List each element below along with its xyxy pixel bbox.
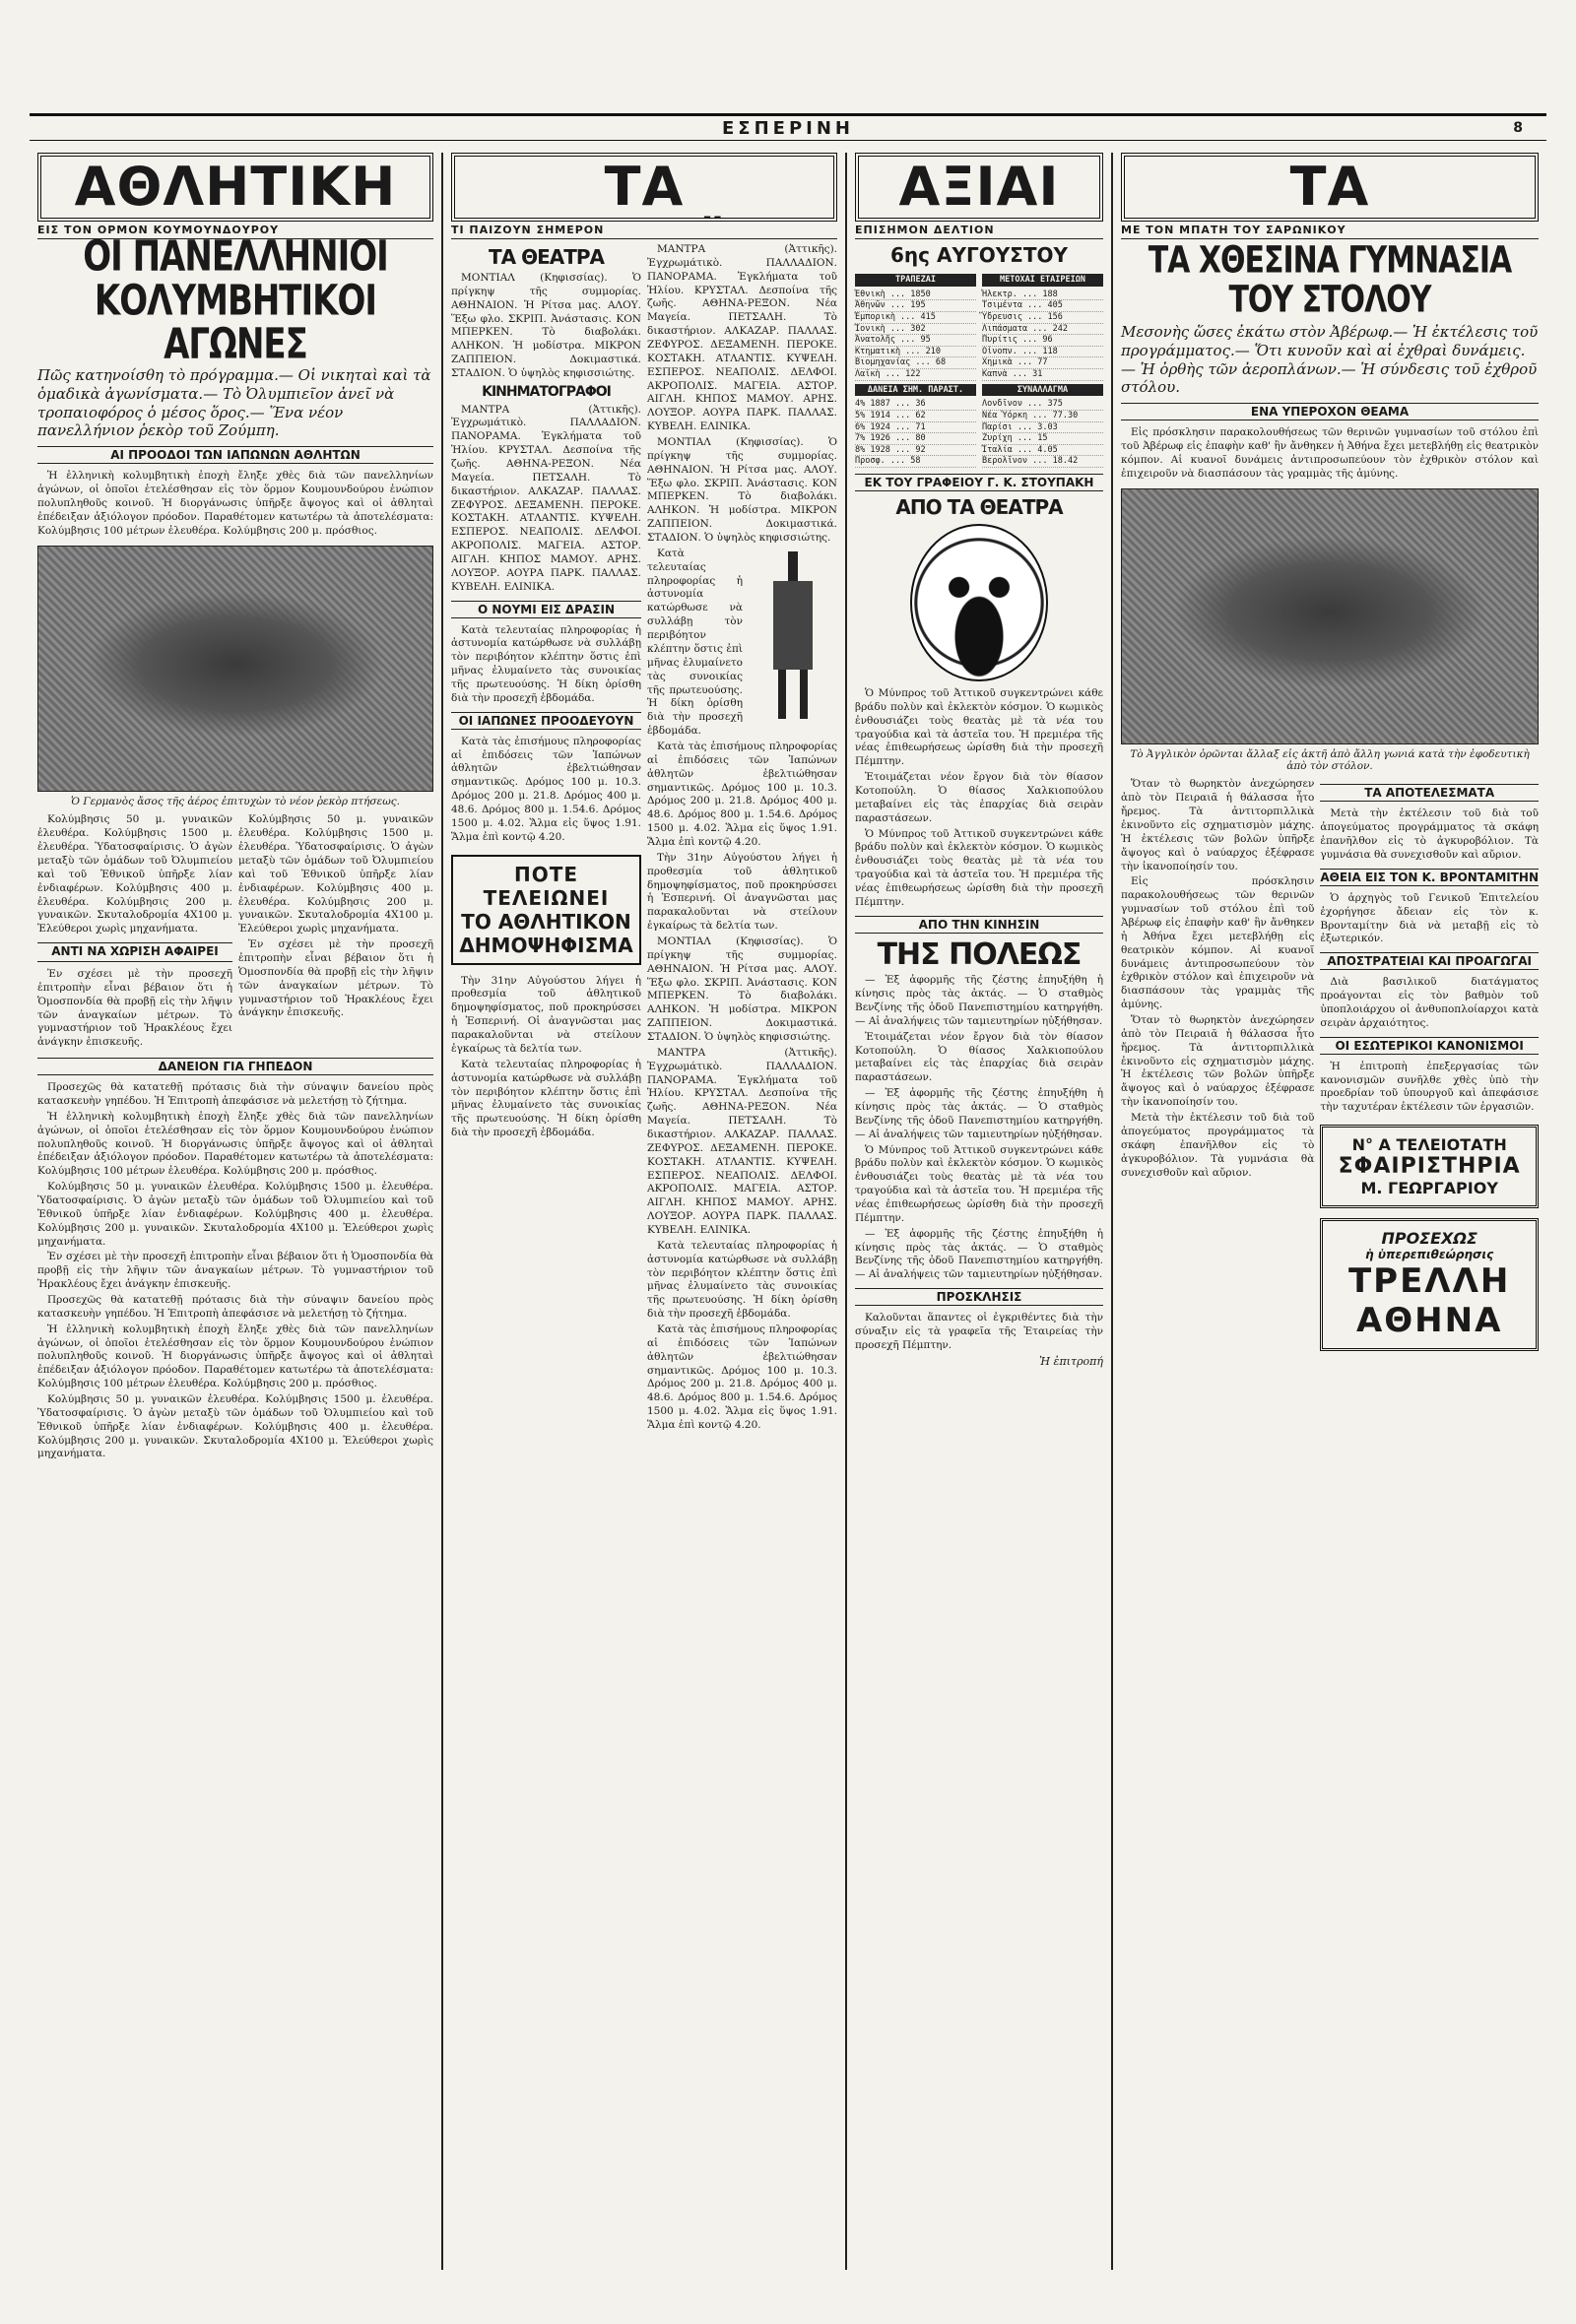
paragraph: Κατὰ τελευταίας πληροφορίας ἡ ἀστυνομία κατώρθωσε νὰ συλλάβῃ τὸν περιβόητον κλέπτην ὅστις ἐπὶ μῆνας ἐλυμαίνετο τὰς συνοικίας τῆς πρωτευούσης. Ἡ δίκη ὁρίσθη διὰ τὴν προσεχῆ ἑβδομάδα. [451, 623, 641, 704]
table-row: Ἰονικὴ ... 302 [855, 324, 976, 336]
table-row: Ἐθνικὴ ... 1850 [855, 290, 976, 301]
table-row: Προσφ. ... 58 [855, 456, 976, 468]
table-row: Χημικὰ ... 77 [982, 357, 1103, 369]
subhead: ΤΑ ΑΠΟΤΕΛΕΣΜΑΤΑ [1320, 784, 1539, 802]
deck: Μεσονὴς ὥσες ἐκάτω στὸν Ἀβέρωφ.— Ἡ ἐκτέλεσις τοῦ προγράμματος.— Ὅτι κυνοῦν καὶ αἱ ἐχθραὶ δυνάμεις.— Ἡ ὀρθὴς τῶν ἀεροπλάνων.— Ἡ σύνδεσις τοῦ ἐχθροῦ στόλου. [1121, 323, 1539, 397]
photo-caption: Ὁ Γερμανὸς ἄσος τῆς ἀέρος ἐπιτυχὼν τὸ νέον ῥεκὸρ πτήσεως. [71, 796, 400, 808]
paragraph: Κολύμβησις 50 μ. γυναικῶν ἐλευθέρα. Κολύμβησις 1500 μ. ἐλευθέρα. Ὑδατοσφαίρισις. Ὁ ἀγὼν μεταξὺ τῶν ὁμάδων τοῦ Ὀλυμπιείου καὶ τοῦ Ἐθνικοῦ ὑπῆρξε λίαν ἐνδιαφέρων. Κολύμβησις 400 μ. ἐλευθέρα. Κολύμβησις 200 μ. γυναικῶν. Σκυταλοδρομία 4Χ100 μ. Ἐλεύθεροι χωρὶς μηχανήματα. [238, 813, 433, 936]
subhead: ΑΘΕΙΑ ΕΙΣ ΤΟΝ Κ. ΒΡΟΝΤΑΜΙΤΗΝ [1320, 870, 1539, 884]
paragraph: Κατὰ τὰς ἐπισήμους πληροφορίας αἱ ἐπιδόσεις τῶν Ἰαπώνων ἀθλητῶν ἐβελτιώθησαν σημαντικῶς. Δρόμος 100 μ. 10.3. Δρόμος 200 μ. 21.8. Δρόμος 400 μ. 48.6. Δρόμος 800 μ. 1.54.6. Δρόμος 1500 μ. 4.02. Ἅλμα εἰς ὕψος 1.91. Ἅλμα ἐπὶ κοντῷ 4.20. [647, 1323, 837, 1432]
ad-line: ΣΦΑΙΡΙΣΤΗΡΙΑ [1338, 1154, 1521, 1180]
paragraph: Ἡ ἑλληνικὴ κολυμβητικὴ ἐποχὴ ἔληξε χθὲς διὰ τῶν πανελληνίων ἀγώνων, οἱ ὁποῖοι ἐτελέσθησαν εἰς τὸν ὅρμον Κουμουνδούρου ἐνώπιον πολυπληθοῦς κοινοῦ. Ἡ διοργάνωσις ὑπῆρξε ἄψογος καὶ οἱ ἀθληταὶ ἐπέδειξαν ἀξιόλογον πρόοδον. Παραθέτομεν κατωτέρω τὰ ἀποτελέσματα: Κολύμβησις 100 μέτρων ἐλευθέρα. Κολύμβησις 200 μ. πρόσθιος. [37, 470, 433, 537]
paragraph: Κατὰ τὰς ἐπισήμους πληροφορίας αἱ ἐπιδόσεις τῶν Ἰαπώνων ἀθλητῶν ἐβελτιώθησαν σημαντικῶς. Δρόμος 100 μ. 10.3. Δρόμος 200 μ. 21.8. Δρόμος 400 μ. 48.6. Δρόμος 800 μ. 1.54.6. Δρόμος 1500 μ. 4.02. Ἅλμα εἰς ὕψος 1.91. Ἅλμα ἐπὶ κοντῷ 4.20. [647, 740, 837, 848]
subhead: Ο ΝΟΥΜΙ ΕΙΣ ΔΡΑΣΙΝ [451, 601, 641, 618]
paragraph: — Ἐξ ἀφορμῆς τῆς ζέστης ἐπηυξήθη ἡ κίνησις πρὸς τὰς ἀκτάς. — Ὁ σταθμὸς Βενζίνης τῆς ὁδοῦ Πανεπιστημίου κατηργήθη. — Αἱ ἀναλήψεις τῶν ταμιευτηρίων ηὐξήθησαν. [855, 1227, 1103, 1281]
advertisement-revue [1320, 1218, 1539, 1351]
subhead: ΔΑΝΕΙΟΝ ΓΙΑ ΓΗΠΕΔΟΝ [37, 1058, 433, 1075]
paragraph: Διὰ βασιλικοῦ διατάγματος προάγονται εἰς τὸν βαθμὸν τοῦ ὑποπλοιάρχου οἱ ἀνθυποπλοίαρχοι κατὰ σειρὰν ἀρχαιότητος. [1320, 976, 1539, 1029]
paragraph: ΜΑΝΤΡΑ (Ἀττικῆς). Ἐγχρωμάτικὸ. ΠΑΛΛΑΔΙΟΝ. ΠΑΝΟΡΑΜΑ. Ἐγκλήματα τοῦ Ἡλίου. ΚΡΥΣΤΑΛ. Δεσποίνα τῆς ζωῆς. ΑΘΗΝΑ-ΡΕΞΟΝ. Νέα Μαγεία. ΠΕΤΣΑΛΗ. Τὸ δικαστήριον. ΑΛΚΑΖΑΡ. ΠΑΛΛΑΣ. ΖΕΦΥΡΟΣ. ΔΕΞΑΜΕΝΗ. ΠΕΡΟΚΕ. ΚΟΣΤΑΚΗ. ΑΤΛΑΝΤΙΣ. ΚΥΨΕΛΗ. ΕΣΠΕΡΟΣ. ΝΕΑΠΟΛΙΣ. ΔΕΛΦΟΙ. ΑΚΡΟΠΟΛΙΣ. ΜΑΓΕΙΑ. ΑΣΤΟΡ. ΑΙΓΛΗ. ΚΗΠΟΣ ΜΑΜΟΥ. ΑΡΗΣ. ΛΟΥΞΟΡ. ΑΟΥΡΑ ΠΑΡΚ. ΠΑΛΛΑΣ. ΚΥΒΕΛΗ. ΕΛΙΝΙΚΑ. [647, 243, 837, 433]
masthead-title: ΕΣΠΕΡΙΝΗ [722, 117, 854, 139]
subhead: ΟΙ ΕΣΩΤΕΡΙΚΟΙ ΚΑΝΟΝΙΣΜΟΙ [1320, 1037, 1539, 1055]
paragraph: Μετὰ τὴν ἐκτέλεσιν τοῦ διὰ τοῦ ἀπογεύματος προγράμματος τὰ σκάφη ἐπανῆλθον εἰς τὸ ἀγκυροβόλιον. Τὰ γυμνάσια θὰ συνεχισθοῦν καὶ αὔριον. [1320, 807, 1539, 862]
paragraph: Ἐτοιμάζεται νέον ἔργον διὰ τὸν θίασον Κοτοπούλη. Ὁ θίασος Χαλκιοπούλου μεταβαίνει εἰς τὰς ἐπαρχίας διὰ σειρὰν παραστάσεων. [855, 1030, 1103, 1084]
table-row: Πυρίτις ... 96 [982, 335, 1103, 347]
paragraph: ΜΑΝΤΡΑ (Ἀττικῆς). Ἐγχρωμάτικὸ. ΠΑΛΛΑΔΙΟΝ. ΠΑΝΟΡΑΜΑ. Ἐγκλήματα τοῦ Ἡλίου. ΚΡΥΣΤΑΛ. Δεσποίνα τῆς ζωῆς. ΑΘΗΝΑ-ΡΕΞΟΝ. Νέα Μαγεία. ΠΕΤΣΑΛΗ. Τὸ δικαστήριον. ΑΛΚΑΖΑΡ. ΠΑΛΛΑΣ. ΖΕΦΥΡΟΣ. ΔΕΞΑΜΕΝΗ. ΠΕΡΟΚΕ. ΚΟΣΤΑΚΗ. ΑΤΛΑΝΤΙΣ. ΚΥΨΕΛΗ. ΕΣΠΕΡΟΣ. ΝΕΑΠΟΛΙΣ. ΔΕΛΦΟΙ. ΑΚΡΟΠΟΛΙΣ. ΜΑΓΕΙΑ. ΑΣΤΟΡ. ΑΙΓΛΗ. ΚΗΠΟΣ ΜΑΜΟΥ. ΑΡΗΣ. ΛΟΥΞΟΡ. ΑΟΥΡΑ ΠΑΡΚ. ΠΑΛΛΑΣ. ΚΥΒΕΛΗ. ΕΛΙΝΙΚΑ. [451, 403, 641, 593]
table-row: Ἀνατολῆς ... 95 [855, 335, 976, 347]
section-banner-stocks: ΑΞΙΑΙ [855, 153, 1103, 222]
article-body [855, 1312, 1103, 1353]
article-body [451, 975, 641, 1140]
cinema-listings [451, 404, 641, 595]
article-body [855, 974, 1103, 1282]
kicker: ΕΠΙΣΗΜΟΝ ΔΕΛΤΙΟΝ [855, 222, 1103, 239]
subhead: ΕΝΑ ΥΠΕΡΟΧΟΝ ΘΕΑΜΑ [1121, 403, 1539, 420]
paragraph: Κολύμβησις 50 μ. γυναικῶν ἐλευθέρα. Κολύμβησις 1500 μ. ἐλευθέρα. Ὑδατοσφαίρισις. Ὁ ἀγὼν μεταξὺ τῶν ὁμάδων τοῦ Ὀλυμπιείου καὶ τοῦ Ἐθνικοῦ ὑπῆρξε λίαν ἐνδιαφέρων. Κολύμβησις 400 μ. ἐλευθέρα. Κολύμβησις 200 μ. γυναικῶν. Σκυταλοδρομία 4Χ100 μ. Ἐλεύθεροι χωρὶς μηχανήματα. [37, 1392, 433, 1460]
photo-aviator [37, 546, 433, 792]
column-issues [1113, 153, 1546, 2270]
cinemas-heading: ΚΙΝΗΜΑΤΟΓΡΑΦΟΙ [482, 383, 611, 400]
paragraph: ΜΑΝΤΡΑ (Ἀττικῆς). Ἐγχρωμάτικὸ. ΠΑΛΛΑΔΙΟΝ. ΠΑΝΟΡΑΜΑ. Ἐγκλήματα τοῦ Ἡλίου. ΚΡΥΣΤΑΛ. Δεσποίνα τῆς ζωῆς. ΑΘΗΝΑ-ΡΕΞΟΝ. Νέα Μαγεία. ΠΕΤΣΑΛΗ. Τὸ δικαστήριον. ΑΛΚΑΖΑΡ. ΠΑΛΛΑΣ. ΖΕΦΥΡΟΣ. ΔΕΞΑΜΕΝΗ. ΠΕΡΟΚΕ. ΚΟΣΤΑΚΗ. ΑΤΛΑΝΤΙΣ. ΚΥΨΕΛΗ. ΕΣΠΕΡΟΣ. ΝΕΑΠΟΛΙΣ. ΔΕΛΦΟΙ. ΑΚΡΟΠΟΛΙΣ. ΜΑΓΕΙΑ. ΑΣΤΟΡ. ΑΙΓΛΗ. ΚΗΠΟΣ ΜΑΜΟΥ. ΑΡΗΣ. ΛΟΥΞΟΡ. ΑΟΥΡΑ ΠΑΡΚ. ΠΑΛΛΑΣ. ΚΥΒΕΛΗ. ΕΛΙΝΙΚΑ. [647, 1046, 837, 1237]
referendum-box [451, 855, 641, 965]
article-body [1121, 778, 1314, 1351]
table-row: Ζυρίχη ... 15 [982, 433, 1103, 445]
paragraph: — Ἐξ ἀφορμῆς τῆς ζέστης ἐπηυξήθη ἡ κίνησις πρὸς τὰς ἀκτάς. — Ὁ σταθμὸς Βενζίνης τῆς ὁδοῦ Πανεπιστημίου κατηργήθη. — Αἱ ἀναλήψεις τῶν ταμιευτηρίων ηὐξήθησαν. [855, 1087, 1103, 1140]
paragraph: — Ἐξ ἀφορμῆς τῆς ζέστης ἐπηυξήθη ἡ κίνησις πρὸς τὰς ἀκτάς. — Ὁ σταθμὸς Βενζίνης τῆς ὁδοῦ Πανεπιστημίου κατηργήθη. — Αἱ ἀναλήψεις τῶν ταμιευτηρίων ηὐξήθησαν. [855, 974, 1103, 1027]
subhead: ΑΠΟ ΤΗΝ ΚΙΝΗΣΙΝ [855, 916, 1103, 934]
table-rows-shares [982, 290, 1103, 381]
paragraph: Ὁ Μύνπρος τοῦ Ἀττικοῦ συγκεντρώνει κάθε βράδυ πολὺν καὶ ἐκλεκτὸν κόσμον. Ὁ κωμικὸς ἐνθουσιάζει τοὺς θεατὰς μὲ τὰ νέα του τραγούδια καὶ τὰ ἀστεῖα του. Ἡ πρεμιέρα τῆς νέας ἐπιθεωρήσεως ὡρίσθη διὰ τὴν προσεχῆ Πέμπτην. [855, 687, 1103, 768]
table-header: ΔΑΝΕΙΑ ΣΗΜ. ΠΑΡΑΣΤ. [855, 384, 976, 397]
table-row: Ἰταλία ... 4.05 [982, 445, 1103, 457]
subhead: ΟΙ ΙΑΠΩΝΕΣ ΠΡΟΟΔΕΥΟΥΝ [451, 712, 641, 730]
article-body [451, 624, 641, 706]
table-row: Κτηματικὴ ... 210 [855, 347, 976, 358]
ad-line: ΤΡΕΛΛΗ ΑΘΗΝΑ [1347, 1261, 1511, 1341]
article-body [647, 243, 837, 546]
article-body [238, 813, 433, 1052]
box-line: ΠΟΤΕ ΤΕΛΕΙΩΝΕΙ [483, 862, 610, 910]
paragraph: Ὅταν τὸ θωρηκτὸν ἀνεχώρησεν ἀπὸ τὸν Πειραιᾶ ἡ θάλασσα ἦτο ἤρεμος. Τὰ ἀντιτορπιλλικὰ ἐκινοῦντο εἰς σχηματισμὸν μάχης. Ἡ ἐκτέλεσις τῶν βολῶν ὑπῆρξε ἄψογος καὶ ὁ ναύαρχος ἐξέφρασε τὴν ἱκανοποίησίν του. [1121, 1014, 1315, 1109]
table-row: 6% 1924 ... 71 [855, 422, 976, 434]
subhead: ΠΡΟΣΚΛΗΣΙΣ [855, 1288, 1103, 1306]
table-rows-loans [855, 399, 976, 468]
table-row: Ἠλεκτρ. ... 188 [982, 290, 1103, 301]
box-line: ΤΟ ΑΘΛΗΤΙΚΟΝ [461, 909, 631, 934]
table-row: Ἐμπορικὴ ... 415 [855, 312, 976, 324]
table-header: ΤΡΑΠΕΖΑΙ [855, 274, 976, 287]
table-row: Τσιμέντα ... 405 [982, 300, 1103, 312]
subhead: ΑΠΟΣΤΡΑΤΕΙΑΙ ΚΑΙ ΠΡΟΑΓΩΓΑΙ [1320, 952, 1539, 970]
main-headline: ΤΑ ΧΘΕΣΙΝΑ ΓΥΜΝΑΣΙΑ ΤΟΥ ΣΤΟΛΟΥ [1148, 238, 1512, 321]
paragraph: Ἡ ἑλληνικὴ κολυμβητικὴ ἐποχὴ ἔληξε χθὲς διὰ τῶν πανελληνίων ἀγώνων, οἱ ὁποῖοι ἐτελέσθησαν εἰς τὸν ὅρμον Κουμουνδούρου ἐνώπιον πολυπληθοῦς κοινοῦ. Ἡ διοργάνωσις ὑπῆρξε ἄψογος καὶ οἱ ἀθληταὶ ἐπέδειξαν ἀξιόλογον πρόοδον. Παραθέτομεν κατωτέρω τὰ ἀποτελέσματα: Κολύμβησις 100 μέτρων ἐλευθέρα. Κολύμβησις 200 μ. πρόσθιος. [37, 1323, 433, 1390]
masthead [30, 113, 1546, 141]
paragraph: Ἐν σχέσει μὲ τὴν προσεχῆ ἐπιτροπὴν εἶναι βέβαιον ὅτι ἡ Ὁμοσπονδία θὰ προβῇ εἰς τὴν λῆψιν τῶν ἀναγκαίων μέτρων. Τὸ γυμναστήριον τοῦ Ἡρακλέους ἔχει ἀνάγκην ἐπισκευῆς. [238, 938, 433, 1019]
table-row: Λαϊκὴ ... 122 [855, 369, 976, 381]
table-row: 7% 1926 ... 80 [855, 433, 976, 445]
table-rows-banks [855, 290, 976, 381]
ad-line: Ν° Α ΤΕΛΕΙΟΤΑΤΗ [1351, 1135, 1507, 1155]
article-body [451, 736, 641, 845]
table-row: Ἀθηνῶν ... 195 [855, 300, 976, 312]
paragraph: ΜΟΝΤΙΑΛ (Κηφισσίας). Ὁ πρίγκηψ τῆς συμμορίας. ΑΘΗΝΑΙΟΝ. Ἡ Ρίτσα μας. ΑΛΟΥ. Ἕξω φλο. ΣΚΡΙΠ. Ἀνάστασις. ΚΟΝ ΜΠΕΡΚΕΝ. Τὸ διαβολάκι. ΑΛΗΚΟΝ. Ἡ μοδίστρα. ΜΙΚΡΟΝ ΖΑΠΠΕΙΟΝ. Δοκιμαστικά. ΣΤΑΔΙΟΝ. Ὁ ὑψηλὸς κηφισσιώτης. [647, 436, 837, 545]
table-header: ΣΥΝΑΛΛΑΓΜΑ [982, 384, 1103, 397]
paragraph: Ἡ ἐπιτροπὴ ἐπεξεργασίας τῶν κανονισμῶν συνῆλθε χθὲς ὑπὸ τὴν προεδρίαν τοῦ ὑπουργοῦ καὶ ἀπεφάσισε τὴν ταχυτέραν ἐκτέλεσιν τῶν ἐργασιῶν. [1320, 1060, 1539, 1114]
table-header: ΜΕΤΟΧΑΙ ΕΤΑΙΡΕΙΩΝ [982, 274, 1103, 287]
paragraph: Ὅταν τὸ θωρηκτὸν ἀνεχώρησεν ἀπὸ τὸν Πειραιᾶ ἡ θάλασσα ἦτο ἤρεμος. Τὰ ἀντιτορπιλλικὰ ἐκινοῦντο εἰς σχηματισμὸν μάχης. Ἡ ἐκτέλεσις τῶν βολῶν ὑπῆρξε ἄψογος καὶ ὁ ναύαρχος ἐξέφρασε τὴν ἱκανοποίησίν του. [1121, 778, 1315, 872]
paragraph: Ἐν σχέσει μὲ τὴν προσεχῆ ἐπιτροπὴν εἶναι βέβαιον ὅτι ἡ Ὁμοσπονδία θὰ προβῇ εἰς τὴν λῆψιν τῶν ἀναγκαίων μέτρων. Τὸ γυμναστήριον τοῦ Ἡρακλέους ἔχει ἀνάγκην ἐπισκευῆς. [37, 1251, 433, 1291]
table-row: Βερολῖνον ... 18.42 [982, 456, 1103, 468]
city-headline: ΤΗΣ ΠΟΛΕΩΣ [877, 936, 1082, 972]
table-row: Ὕδρευσις ... 156 [982, 312, 1103, 324]
paragraph: Κατὰ τὰς ἐπισήμους πληροφορίας αἱ ἐπιδόσεις τῶν Ἰαπώνων ἀθλητῶν ἐβελτιώθησαν σημαντικῶς. Δρόμος 100 μ. 10.3. Δρόμος 200 μ. 21.8. Δρόμος 400 μ. 48.6. Δρόμος 800 μ. 1.54.6. Δρόμος 1500 μ. 4.02. Ἅλμα εἰς ὕψος 1.91. Ἅλμα ἐπὶ κοντῷ 4.20. [451, 735, 641, 843]
stock-table [855, 271, 1103, 468]
theatre-news-heading: ΑΠΟ ΤΑ ΘΕΑΤΡΑ [895, 495, 1063, 519]
kicker: ΜΕ ΤΟΝ ΜΠΑΤΗ ΤΟΥ ΣΑΡΩΝΙΚΟΥ [1121, 222, 1539, 239]
kicker: ΕΙΣ ΤΟΝ ΟΡΜΟΝ ΚΟΥΜΟΥΝΔΟΥΡΟΥ [37, 222, 433, 239]
paragraph: Μετὰ τὴν ἐκτέλεσιν τοῦ διὰ τοῦ ἀπογεύματος προγράμματος τὰ σκάφη ἐπανῆλθον εἰς τὸ ἀγκυροβόλιον. Τὰ γυμνάσια θὰ συνεχισθοῦν καὶ αὔριον. [1121, 1112, 1315, 1179]
table-row: Λονδῖνον ... 375 [982, 399, 1103, 411]
paragraph: Κατὰ τελευταίας πληροφορίας ἡ ἀστυνομία κατώρθωσε νὰ συλλάβῃ τὸν περιβόητον κλέπτην ὅστις ἐπὶ μῆνας ἐλυμαίνετο τὰς συνοικίας τῆς πρωτευούσης. Ἡ δίκη ὁρίσθη διὰ τὴν προσεχῆ ἑβδομάδα. [647, 547, 743, 738]
table-row: 5% 1914 ... 62 [855, 411, 976, 422]
section-banner-sports: ΑΘΛΗΤΙΚΗ [37, 153, 433, 222]
table-source: ΕΚ ΤΟΥ ΓΡΑΦΕΙΟΥ Γ. Κ. ΣΤΟΥΠΑΚΗ [855, 474, 1103, 491]
paragraph: Τὴν 31ην Αὐγούστου λήγει ἡ προθεσμία τοῦ ἀθλητικοῦ δημοψηφίσματος, ποῦ προκηρύσσει ἡ Ἐσπερινή. Οἱ ἀναγνῶσται μας παρακαλοῦνται νὰ στείλουν ἐγκαίρως τὰ δελτία των. [647, 851, 837, 933]
table-row: Βιομηχανίας ... 68 [855, 357, 976, 369]
column-stocks [847, 153, 1113, 2270]
paragraph: Κολύμβησις 50 μ. γυναικῶν ἐλευθέρα. Κολύμβησις 1500 μ. ἐλευθέρα. Ὑδατοσφαίρισις. Ὁ ἀγὼν μεταξὺ τῶν ὁμάδων τοῦ Ὀλυμπιείου καὶ τοῦ Ἐθνικοῦ ὑπῆρξε λίαν ἐνδιαφέρων. Κολύμβησις 400 μ. ἐλευθέρα. Κολύμβησις 200 μ. γυναικῶν. Σκυταλοδρομία 4Χ100 μ. Ἐλεύθεροι χωρὶς μηχανήματα. [37, 813, 232, 936]
theatre-listings [451, 272, 641, 381]
table-row: Καπνὰ ... 31 [982, 369, 1103, 381]
page-number: 8 [1513, 120, 1527, 136]
table-rows-exchange [982, 399, 1103, 468]
photo-caption: Τὸ Ἀγγλικὸν ὁρῶνται ἄλλαξ εἰς ἀκτῆ ἀπὸ ἄλλη γωνιά κατὰ τὴν ἐφοδευτικὴ ἀπὸ τὸν στόλον. [1130, 748, 1530, 773]
article-body [37, 813, 232, 1052]
box-line: ΔΗΜΟΨΗΦΙΣΜΑ [459, 933, 633, 957]
subhead: ΑΙ ΠΡΟΟΔΟΙ ΤΩΝ ΙΑΠΩΝΩΝ ΑΘΛΗΤΩΝ [37, 446, 433, 464]
article-body [1121, 426, 1539, 481]
paragraph: Εἰς πρόσκλησιν παρακολουθήσεως τῶν θερινῶν γυμνασίων τοῦ στόλου ἐπὶ τοῦ Ἀβέρωφ εἰς ἐπαφὴν καθ' ἣν ἄνθηκεν ἡ Ἀθήνα ἔχει μετεβλήθῃ εἰς θεατρικὸν κόμπον. Αἱ κυανοῖ δυνάμεις ἀντιπροσωπεύουν τὸν ἐχθρικὸν στόλον καὶ ἐπιχειροῦν νὰ διασπάσουν τὰς γραμμὰς τῆς ἀμύνης. [1121, 875, 1315, 1011]
column-sports [30, 153, 443, 2270]
paragraph: Ἡ ἑλληνικὴ κολυμβητικὴ ἐποχὴ ἔληξε χθὲς διὰ τῶν πανελληνίων ἀγώνων, οἱ ὁποῖοι ἐτελέσθησαν εἰς τὸν ὅρμον Κουμουνδούρου ἐνώπιον πολυπληθοῦς κοινοῦ. Ἡ διοργάνωσις ὑπῆρξε ἄψογος καὶ οἱ ἀθληταὶ ἐπέδειξαν ἀξιόλογον πρόοδον. Παραθέτομεν κατωτέρω τὰ ἀποτελέσματα: Κολύμβησις 100 μέτρων ἐλευθέρα. Κολύμβησις 200 μ. πρόσθιος. [37, 1110, 433, 1178]
ad-line: ἡ ὑπερεπιθεώρησις [1365, 1248, 1494, 1262]
paragraph: Κατὰ τελευταίας πληροφορίας ἡ ἀστυνομία κατώρθωσε νὰ συλλάβῃ τὸν περιβόητον κλέπτην ὅστις ἐπὶ μῆνας ἐλυμαίνετο τὰς συνοικίας τῆς πρωτευούσης. Ἡ δίκη ὁρίσθη διὰ τὴν προσεχῆ ἑβδομάδα. [647, 1239, 837, 1321]
cartoon-figure [749, 551, 837, 719]
theatres-heading: ΤΑ ΘΕΑΤΡΑ [488, 245, 604, 269]
paragraph: Προσεχῶς θὰ κατατεθῇ πρότασις διὰ τὴν σύναψιν δανείου πρὸς κατασκευὴν γηπέδου. Ἡ Ἐπιτροπὴ ἀπεφάσισε νὰ μελετήσῃ τὸ ζήτημα. [37, 1293, 433, 1320]
article-body [1320, 807, 1539, 862]
paragraph: Καλοῦνται ἅπαντες οἱ ἐγκριθέντες διὰ τὴν σύναξιν εἰς τὰ γραφεῖα τῆς Ἑταιρείας τὴν προσεχῆ Πέμπτην. [855, 1312, 1103, 1351]
comedy-mask-illustration [910, 524, 1048, 681]
paragraph: Κολύμβησις 50 μ. γυναικῶν ἐλευθέρα. Κολύμβησις 1500 μ. ἐλευθέρα. Ὑδατοσφαίρισις. Ὁ ἀγὼν μεταξὺ τῶν ὁμάδων τοῦ Ὀλυμπιείου καὶ τοῦ Ἐθνικοῦ ὑπῆρξε λίαν ἐνδιαφέρων. Κολύμβησις 400 μ. ἐλευθέρα. Κολύμβησις 200 μ. γυναικῶν. Σκυταλοδρομία 4Χ100 μ. Ἐλεύθεροι χωρὶς μηχανήματα. [37, 1181, 433, 1248]
paragraph: ΜΟΝΤΙΑΛ (Κηφισσίας). Ὁ πρίγκηψ τῆς συμμορίας. ΑΘΗΝΑΙΟΝ. Ἡ Ρίτσα μας. ΑΛΟΥ. Ἕξω φλο. ΣΚΡΙΠ. Ἀνάστασις. ΚΟΝ ΜΠΕΡΚΕΝ. Τὸ διαβολάκι. ΑΛΗΚΟΝ. Ἡ μοδίστρα. ΜΙΚΡΟΝ ΖΑΠΠΕΙΟΝ. Δοκιμαστικά. ΣΤΑΔΙΟΝ. Ὁ ὑψηλὸς κηφισσιώτης. [451, 272, 641, 380]
article-body [1320, 1061, 1539, 1115]
table-row: 4% 1887 ... 36 [855, 399, 976, 411]
advertisement-billiards [1320, 1125, 1539, 1208]
paragraph: ΜΟΝΤΙΑΛ (Κηφισσίας). Ὁ πρίγκηψ τῆς συμμορίας. ΑΘΗΝΑΙΟΝ. Ἡ Ρίτσα μας. ΑΛΟΥ. Ἕξω φλο. ΣΚΡΙΠ. Ἀνάστασις. ΚΟΝ ΜΠΕΡΚΕΝ. Τὸ διαβολάκι. ΑΛΗΚΟΝ. Ἡ μοδίστρα. ΜΙΚΡΟΝ ΖΑΠΠΕΙΟΝ. Δοκιμαστικά. ΣΤΑΔΙΟΝ. Ὁ ὑψηλὸς κηφισσιώτης. [647, 935, 837, 1043]
photo-fleet [1121, 488, 1539, 744]
subhead: ΑΝΤΙ ΝΑ ΧΩΡΙΣΗ ΑΦΑΙΡΕΙ [37, 942, 232, 962]
table-row: Λιπάσματα ... 242 [982, 324, 1103, 336]
article-body [855, 687, 1103, 910]
paragraph: Ὁ ἀρχηγὸς τοῦ Γενικοῦ Ἐπιτελείου ἐχορήγησε ἄδειαν εἰς τὸν κ. Βρονταμίτην διὰ νὰ μεταβῇ εἰς τὸ ἐξωτερικόν. [1320, 891, 1539, 945]
paragraph: Προσεχῶς θὰ κατατεθῇ πρότασις διὰ τὴν σύναψιν δανείου πρὸς κατασκευὴν γηπέδου. Ἡ Ἐπιτροπὴ ἀπεφάσισε νὰ μελετήσῃ τὸ ζήτημα. [37, 1081, 433, 1107]
deck: Πῶς κατηνοίσθη τὸ πρόγραμμα.— Οἱ νικηταὶ καὶ τὰ ὁμαδικὰ ἀγωνίσματα.— Τὸ Ὀλυμπιεῖον ἀνεῖ νὰ τροπαιοφόρος ὁ μέσος ὅρος.— Ἕνα νέον πανελλήνιον ῥεκὸρ τοῦ Ζούμπη. [37, 366, 431, 440]
table-row: Νέα Ὑόρκη ... 77.30 [982, 411, 1103, 422]
article-body [1320, 892, 1539, 946]
paragraph: Κατὰ τελευταίας πληροφορίας ἡ ἀστυνομία κατώρθωσε νὰ συλλάβῃ τὸν περιβόητον κλέπτην ὅστις ἐπὶ μῆνας ἐλυμαίνετο τὰς συνοικίας τῆς πρωτευούσης. Ἡ δίκη ὁρίσθη διὰ τὴν προσεχῆ ἑβδομάδα. [451, 1058, 641, 1139]
paragraph: Ὁ Μύνπρος τοῦ Ἀττικοῦ συγκεντρώνει κάθε βράδυ πολὺν καὶ ἐκλεκτὸν κόσμον. Ὁ κωμικὸς ἐνθουσιάζει τοὺς θεατὰς μὲ τὰ νέα του τραγούδια καὶ τὰ ἀστεῖα του. Ἡ πρεμιέρα τῆς νέας ἐπιθεωρήσεως ὡρίσθη διὰ τὴν προσεχῆ Πέμπτην. [855, 827, 1103, 908]
paragraph: Ἐτοιμάζεται νέον ἔργον διὰ τὸν θίασον Κοτοπούλη. Ὁ θίασος Χαλκιοπούλου μεταβαίνει εἰς τὰς ἐπαρχίας διὰ σειρὰν παραστάσεων. [855, 771, 1103, 824]
paragraph: Ἐν σχέσει μὲ τὴν προσεχῆ ἐπιτροπὴν εἶναι βέβαιον ὅτι ἡ Ὁμοσπονδία θὰ προβῇ εἰς τὴν λῆψιν τῶν ἀναγκαίων μέτρων. Τὸ γυμναστήριον τοῦ Ἡρακλέους ἔχει ἀνάγκην ἐπισκευῆς. [37, 967, 232, 1049]
paragraph: Εἰς πρόσκλησιν παρακολουθήσεως τῶν θερινῶν γυμνασίων τοῦ στόλου ἐπὶ τοῦ Ἀβέρωφ εἰς ἐπαφὴν καθ' ἣν ἄνθηκεν ἡ Ἀθήνα ἔχει μετεβλήθῃ εἰς θεατρικὸν κόμπον. Αἱ κυανοῖ δυνάμεις ἀντιπροσωπεύουν τὸν ἐχθρικὸν στόλον καὶ ἐπιχειροῦν νὰ διασπάσουν τὰς γραμμὰς τῆς ἀμύνης. [1121, 426, 1539, 480]
ad-line: ΠΡΟΣΕΧΩΣ [1381, 1229, 1478, 1249]
table-row: 8% 1928 ... 92 [855, 445, 976, 457]
article-body [1320, 976, 1539, 1030]
kicker: ΤΙ ΠΑΙΖΟΥΝ ΣΗΜΕΡΟΝ [451, 222, 837, 239]
column-athens [443, 153, 847, 2270]
section-banner-issues: ΤΑ [1121, 153, 1539, 222]
article-body [37, 470, 433, 538]
paragraph: Ὁ Μύνπρος τοῦ Ἀττικοῦ συγκεντρώνει κάθε βράδυ πολὺν καὶ ἐκλεκτὸν κόσμον. Ὁ κωμικὸς ἐνθουσιάζει τοὺς θεατὰς μὲ τὰ νέα του τραγούδια καὶ τὰ ἀστεῖα του. Ἡ πρεμιέρα τῆς νέας ἐπιθεωρήσεως ὡρίσθη διὰ τὴν προσεχῆ Πέμπτην. [855, 1143, 1103, 1224]
ad-line: Μ. ΓΕΩΡΓΑΡΙΟΥ [1360, 1179, 1498, 1198]
article-body [37, 1081, 433, 1461]
bulletin-date: 6ης ΑΥΓΟΥΣΤΟΥ [890, 243, 1068, 267]
paragraph: Τὴν 31ην Αὐγούστου λήγει ἡ προθεσμία τοῦ ἀθλητικοῦ δημοψηφίσματος, ποῦ προκηρύσσει ἡ Ἐσπερινή. Οἱ ἀναγνῶσται μας παρακαλοῦνται νὰ στείλουν ἐγκαίρως τὰ δελτία των. [451, 974, 641, 1055]
table-row: Οἰνοπν. ... 118 [982, 347, 1103, 358]
section-banner-athens: ΤΑ [451, 153, 837, 222]
signature: Ἡ ἐπιτροπή [1039, 1354, 1103, 1368]
main-headline: ΟΙ ΠΑΝΕΛΛΗΝΙΟΙ ΚΟΛΥΜΒΗΤΙΚΟΙ ΑΓΩΝΕΣ [83, 231, 388, 370]
table-row: Παρίσι ... 3.03 [982, 422, 1103, 434]
newspaper-page [30, 30, 1546, 2294]
